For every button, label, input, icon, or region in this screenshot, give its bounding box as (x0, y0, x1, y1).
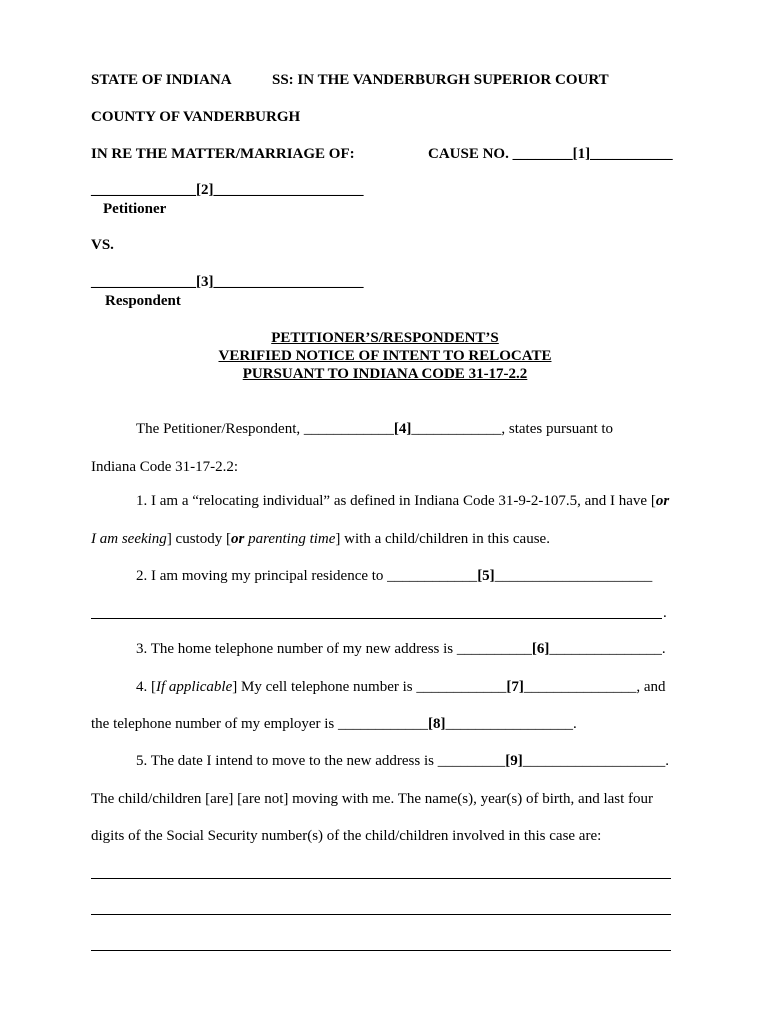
matter-caption: IN RE THE MATTER/MARRIAGE OF: (91, 146, 355, 162)
petitioner-label: Petitioner (103, 201, 167, 217)
state-caption: STATE OF INDIANA (91, 72, 232, 88)
p1-text-d: ] with a child/children in this cause. (335, 531, 550, 547)
blank-marker-8: [8] (428, 716, 446, 732)
court-caption: SS: IN THE VANDERBURGH SUPERIOR COURT (272, 72, 609, 88)
paragraph-5-line-2: The child/children [are] [are not] moving with me. The name(s), year(s) of birth, and last four (91, 791, 654, 807)
p4-if-applicable: If applicable (156, 679, 233, 695)
county-caption: COUNTY OF VANDERBURGH (91, 109, 301, 125)
p1-or: or (655, 493, 670, 509)
children-info-line-2 (91, 914, 671, 915)
intro-sentence (136, 420, 613, 438)
intro-text-b: ____________, states pursuant to (411, 421, 614, 437)
respondent-name-line: ______________[3]____________________ (91, 274, 364, 290)
p1-parenting-time: parenting time (244, 531, 336, 547)
p1-seeking: I am seeking (91, 531, 167, 547)
document-title-line-2: VERIFIED NOTICE OF INTENT TO RELOCATE (218, 348, 552, 364)
p3-text-b: _______________. (549, 641, 666, 657)
respondent-label: Respondent (105, 293, 181, 309)
blank-marker-5: [5] (477, 568, 495, 584)
paragraph-1-line-2 (91, 530, 550, 548)
p1-or-2: or (230, 531, 245, 547)
p2-text-a: 2. I am moving my principal residence to ____________ (136, 568, 478, 584)
blank-marker-9: [9] (505, 753, 523, 769)
p1-text-c: ] custody [ (166, 531, 231, 547)
p3-text-a: 3. The home telephone number of my new address is __________ (136, 641, 532, 657)
paragraph-3 (136, 640, 666, 658)
petitioner-name-line: ______________[2]____________________ (91, 182, 364, 198)
cause-number: CAUSE NO. ________[1]___________ (428, 146, 673, 162)
p5-text-b: ___________________. (522, 753, 669, 769)
document-title-line-3: PURSUANT TO INDIANA CODE 31-17-2.2 (242, 366, 528, 382)
paragraph-5-line-3: digits of the Social Security number(s) of the child/children involved in this case are: (91, 828, 602, 844)
p1-text-a: 1. I am a “relocating individual” as defined in Indiana Code 31-9-2-107.5, and I have [ (136, 493, 656, 509)
p4-text-b: ] My cell telephone number is ____________ (232, 679, 507, 695)
address-line-period: . (663, 605, 667, 621)
address-continuation-line (91, 618, 662, 619)
paragraph-2-line-1 (136, 567, 652, 585)
blank-marker-7: [7] (506, 679, 524, 695)
p4-text-c: _______________, and (523, 679, 666, 695)
blank-marker-4: [4] (393, 421, 412, 437)
versus-label: VS. (91, 237, 114, 253)
document-title-line-1: PETITIONER’S/RESPONDENT’S (271, 330, 499, 346)
children-info-line-1 (91, 878, 671, 879)
children-info-line-3 (91, 950, 671, 951)
paragraph-1-line-1 (136, 492, 669, 510)
p4-text-a: 4. [ (136, 679, 156, 695)
p4-text-e: _________________. (445, 716, 577, 732)
blank-marker-6: [6] (531, 641, 550, 657)
intro-code: Indiana Code 31-17-2.2: (91, 459, 239, 475)
intro-text-a: The Petitioner/Respondent, ____________ (136, 421, 394, 437)
p2-text-b: _____________________ (494, 568, 653, 584)
paragraph-4-line-2 (91, 715, 577, 733)
p4-text-d: the telephone number of my employer is ____________ (91, 716, 429, 732)
p5-text-a: 5. The date I intend to move to the new address is _________ (136, 753, 506, 769)
paragraph-5-line-1 (136, 752, 669, 770)
paragraph-4-line-1 (136, 678, 666, 696)
